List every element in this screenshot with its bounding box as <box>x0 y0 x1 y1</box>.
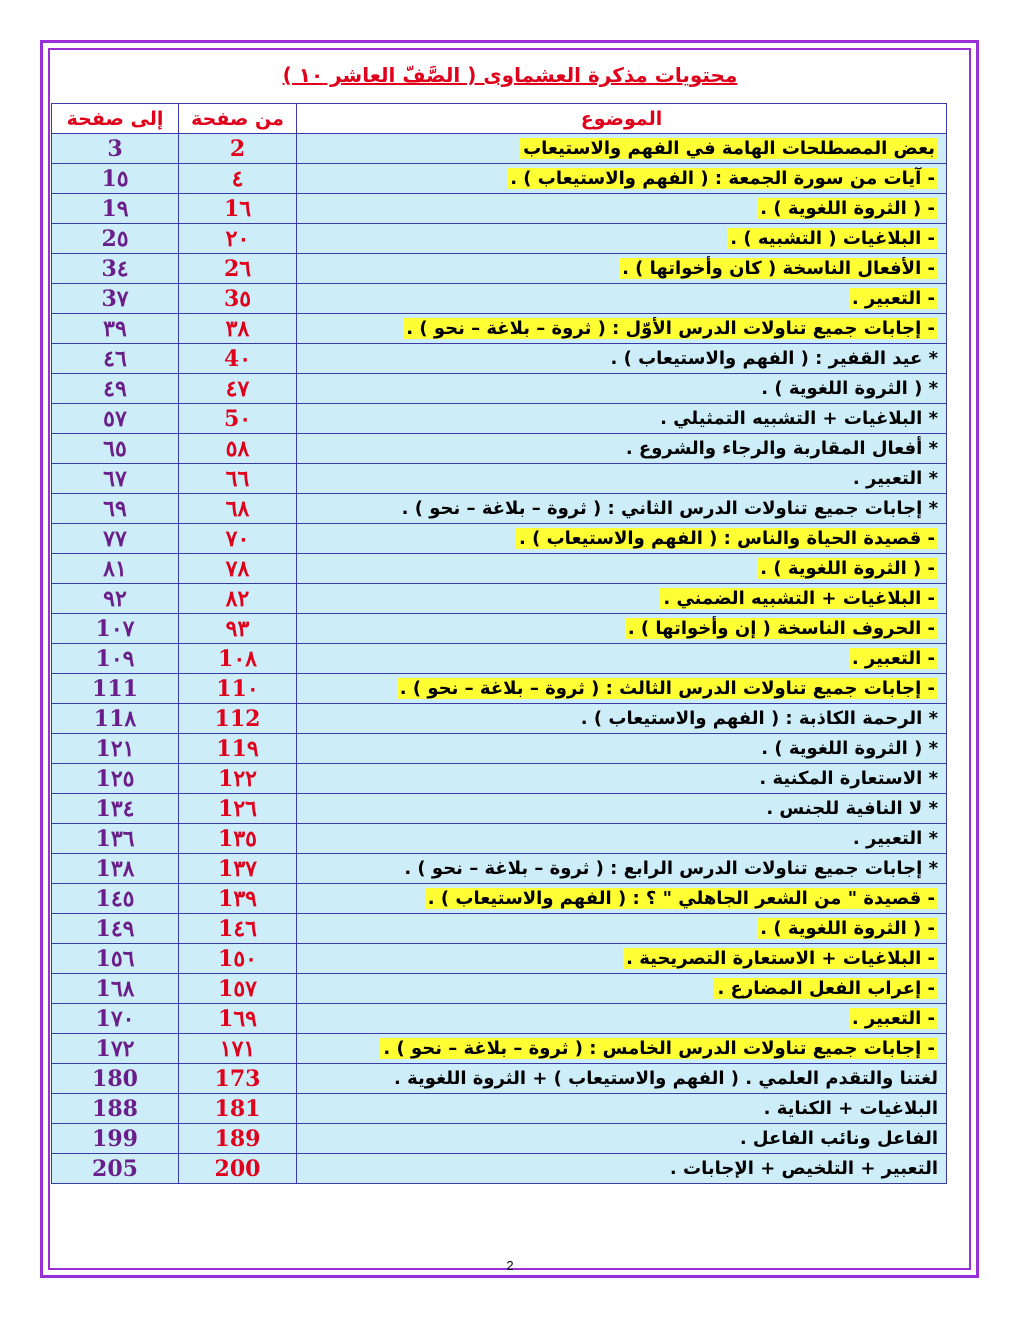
topic-text: الفاعل ونائب الفاعل . <box>739 1128 938 1149</box>
to-page-cell: ٤٦ <box>52 344 179 374</box>
topic-cell <box>297 1124 947 1154</box>
to-page-cell: 2٥ <box>52 224 179 254</box>
topic-text: * التعبير . <box>852 468 938 489</box>
topic-text: - قصيدة الحياة والناس : ( الفهم والاستيعاب ) . <box>516 528 938 549</box>
table-row <box>52 524 947 554</box>
topic-text: - إعراب الفعل المضارع . <box>714 978 938 999</box>
topic-cell <box>297 314 947 344</box>
to-page-cell: 199 <box>52 1124 179 1154</box>
topic-cell <box>297 404 947 434</box>
table-row <box>52 404 947 434</box>
header-from-page: من صفحة <box>179 104 297 134</box>
to-page-cell: 1٩ <box>52 194 179 224</box>
to-page-cell: ٧٧ <box>52 524 179 554</box>
topic-text: - التعبير . <box>849 648 938 669</box>
from-page-cell: 1٦ <box>179 194 297 224</box>
topic-text: - ( الثروة اللغوية ) . <box>757 918 938 939</box>
to-page-cell: 1٠٩ <box>52 644 179 674</box>
from-page-cell: 1٥٠ <box>179 944 297 974</box>
to-page-cell: 188 <box>52 1094 179 1124</box>
from-page-cell: 1٣٥ <box>179 824 297 854</box>
topic-cell <box>297 584 947 614</box>
to-page-cell: 1٧٠ <box>52 1004 179 1034</box>
topic-text: التعبير + التلخيص + الإجابات . <box>669 1158 938 1179</box>
topic-cell <box>297 674 947 704</box>
from-page-cell: 4٠ <box>179 344 297 374</box>
topic-text: لغتنا والتقدم العلمي . ( الفهم والاستيعاب ) + الثروة اللغوية . <box>394 1068 938 1089</box>
to-page-cell: 3٧ <box>52 284 179 314</box>
topic-text: - الحروف الناسخة ( إن وأخواتها ) . <box>625 618 938 639</box>
table-row <box>52 614 947 644</box>
to-page-cell: 1٧٢ <box>52 1034 179 1064</box>
to-page-cell: 1٣٤ <box>52 794 179 824</box>
to-page-cell: ٦٩ <box>52 494 179 524</box>
table-row <box>52 944 947 974</box>
topic-cell <box>297 464 947 494</box>
from-page-cell: ٤ <box>179 164 297 194</box>
to-page-cell: ٦٧ <box>52 464 179 494</box>
from-page-cell: 2 <box>179 134 297 164</box>
table-row <box>52 674 947 704</box>
to-page-cell: ٤٩ <box>52 374 179 404</box>
header-to-page: إلى صفحة <box>52 104 179 134</box>
topic-text: - البلاغيات ( التشبيه ) . <box>727 228 938 249</box>
from-page-cell: 5٠ <box>179 404 297 434</box>
from-page-cell: 1٢٦ <box>179 794 297 824</box>
to-page-cell: 11٨ <box>52 704 179 734</box>
table-row <box>52 914 947 944</box>
topic-text: * الرحمة الكاذبة : ( الفهم والاستيعاب ) . <box>580 708 938 729</box>
table-row <box>52 734 947 764</box>
table-row <box>52 434 947 464</box>
topic-text: - الأفعال الناسخة ( كان وأخواتها ) . <box>619 258 938 279</box>
to-page-cell: 1٥ <box>52 164 179 194</box>
table-row <box>52 164 947 194</box>
topic-cell <box>297 764 947 794</box>
topic-text: * ( الثروة اللغوية ) . <box>761 378 938 399</box>
topic-cell <box>297 1064 947 1094</box>
to-page-cell: 205 <box>52 1154 179 1184</box>
table-row <box>52 584 947 614</box>
from-page-cell: ٩٣ <box>179 614 297 644</box>
to-page-cell: 180 <box>52 1064 179 1094</box>
from-page-cell: 173 <box>179 1064 297 1094</box>
topic-cell <box>297 644 947 674</box>
topic-cell <box>297 344 947 374</box>
topic-cell <box>297 1154 947 1184</box>
table-row <box>52 764 947 794</box>
table-row <box>52 854 947 884</box>
table-row <box>52 1004 947 1034</box>
from-page-cell: 112 <box>179 704 297 734</box>
topic-cell <box>297 254 947 284</box>
to-page-cell: ٨١ <box>52 554 179 584</box>
to-page-cell: 1٣٦ <box>52 824 179 854</box>
table-row <box>52 254 947 284</box>
topic-text: - إجابات جميع تناولات الدرس الثالث : ( ثروة – بلاغة – نحو ) . <box>397 678 938 699</box>
topic-cell <box>297 434 947 464</box>
table-row <box>52 974 947 1004</box>
topic-cell <box>297 164 947 194</box>
from-page-cell: ٥٨ <box>179 434 297 464</box>
topic-text: * البلاغيات + التشبيه التمثيلي . <box>660 408 938 429</box>
table-row <box>52 344 947 374</box>
topic-text: بعض المصطلحات الهامة في الفهم والاستيعاب <box>520 138 938 159</box>
topic-cell <box>297 194 947 224</box>
topic-cell <box>297 854 947 884</box>
topic-text: - إجابات جميع تناولات الدرس الخامس : ( ثروة – بلاغة – نحو ) . <box>380 1038 938 1059</box>
to-page-cell: 3٤ <box>52 254 179 284</box>
table-row <box>52 824 947 854</box>
topic-text: - إجابات جميع تناولات الدرس الأوّل : ( ثروة – بلاغة – نحو ) . <box>403 318 938 339</box>
from-page-cell: ٦٦ <box>179 464 297 494</box>
from-page-cell: 1٤٦ <box>179 914 297 944</box>
topic-cell <box>297 974 947 1004</box>
page-number: 2 <box>506 1258 514 1273</box>
topic-cell <box>297 134 947 164</box>
table-row <box>52 134 947 164</box>
from-page-cell: 11٩ <box>179 734 297 764</box>
topic-text: * إجابات جميع تناولات الدرس الثاني : ( ثروة – بلاغة – نحو ) . <box>401 498 938 519</box>
topic-cell <box>297 884 947 914</box>
topic-text: * إجابات جميع تناولات الدرس الرابع : ( ثروة – بلاغة – نحو ) . <box>404 858 938 879</box>
to-page-cell: 1٣٨ <box>52 854 179 884</box>
table-row <box>52 1034 947 1064</box>
from-page-cell: ٤٧ <box>179 374 297 404</box>
contents-table <box>51 103 947 1184</box>
topic-cell <box>297 374 947 404</box>
to-page-cell: 1٤٩ <box>52 914 179 944</box>
to-page-cell: 1٤٥ <box>52 884 179 914</box>
topic-cell <box>297 1034 947 1064</box>
from-page-cell: 1٣٧ <box>179 854 297 884</box>
from-page-cell: 1٦٩ <box>179 1004 297 1034</box>
table-row <box>52 374 947 404</box>
table-row <box>52 284 947 314</box>
table-row <box>52 194 947 224</box>
topic-text: - ( الثروة اللغوية ) . <box>757 198 938 219</box>
to-page-cell: 111 <box>52 674 179 704</box>
from-page-cell: 1٠٨ <box>179 644 297 674</box>
topic-text: - قصيدة " من الشعر الجاهلي " ؟ : ( الفهم والاستيعاب ) . <box>425 888 938 909</box>
header-row <box>52 104 947 134</box>
document-title <box>0 63 1020 87</box>
from-page-cell: ٨٢ <box>179 584 297 614</box>
topic-cell <box>297 734 947 764</box>
from-page-cell: 2٦ <box>179 254 297 284</box>
from-page-cell: ٧٨ <box>179 554 297 584</box>
to-page-cell: 1٠٧ <box>52 614 179 644</box>
to-page-cell: 1٢١ <box>52 734 179 764</box>
to-page-cell: 1٥٦ <box>52 944 179 974</box>
topic-cell <box>297 704 947 734</box>
from-page-cell: ٢٠ <box>179 224 297 254</box>
from-page-cell: ٣٨ <box>179 314 297 344</box>
topic-text: - البلاغيات + التشبيه الضمني . <box>660 588 938 609</box>
topic-text: * لا النافية للجنس . <box>766 798 938 819</box>
to-page-cell: 1٦٨ <box>52 974 179 1004</box>
to-page-cell: ٦٥ <box>52 434 179 464</box>
topic-text: - التعبير . <box>849 288 938 309</box>
topic-cell <box>297 914 947 944</box>
from-page-cell: ١٧١ <box>179 1034 297 1064</box>
topic-text: * ( الثروة اللغوية ) . <box>761 738 938 759</box>
from-page-cell: 1٥٧ <box>179 974 297 1004</box>
table-row <box>52 314 947 344</box>
from-page-cell: 11٠ <box>179 674 297 704</box>
table-row <box>52 794 947 824</box>
from-page-cell: ٦٨ <box>179 494 297 524</box>
topic-cell <box>297 524 947 554</box>
topic-text: * الاستعارة المكنية . <box>759 768 938 789</box>
table-row <box>52 494 947 524</box>
topic-text: * أفعال المقاربة والرجاء والشروع . <box>625 438 938 459</box>
table-row <box>52 1154 947 1184</box>
from-page-cell: 1٣٩ <box>179 884 297 914</box>
topic-cell <box>297 224 947 254</box>
topic-cell <box>297 554 947 584</box>
table-row <box>52 554 947 584</box>
topic-cell <box>297 494 947 524</box>
to-page-cell: ٩٢ <box>52 584 179 614</box>
from-page-cell: 181 <box>179 1094 297 1124</box>
from-page-cell: 189 <box>179 1124 297 1154</box>
table-row <box>52 704 947 734</box>
table-row <box>52 1064 947 1094</box>
table-row <box>52 224 947 254</box>
topic-cell <box>297 614 947 644</box>
from-page-cell: ٧٠ <box>179 524 297 554</box>
table-row <box>52 884 947 914</box>
table-row <box>52 1094 947 1124</box>
header-topic: الموضوع <box>297 104 947 134</box>
topic-cell <box>297 284 947 314</box>
table-row <box>52 1124 947 1154</box>
topic-cell <box>297 1004 947 1034</box>
topic-text: - آيات من سورة الجمعة : ( الفهم والاستيعاب ) . <box>507 168 938 189</box>
topic-text: - البلاغيات + الاستعارة التصريحية . <box>623 948 938 969</box>
from-page-cell: 200 <box>179 1154 297 1184</box>
from-page-cell: 3٥ <box>179 284 297 314</box>
topic-text: * التعبير . <box>852 828 938 849</box>
to-page-cell: 3 <box>52 134 179 164</box>
topic-text: * عيد القفير : ( الفهم والاستيعاب ) . <box>610 348 938 369</box>
table-row <box>52 644 947 674</box>
topic-cell <box>297 824 947 854</box>
to-page-cell: ٣٩ <box>52 314 179 344</box>
topic-text: - ( الثروة اللغوية ) . <box>757 558 938 579</box>
to-page-cell: 1٢٥ <box>52 764 179 794</box>
from-page-cell: 1٢٢ <box>179 764 297 794</box>
topic-cell <box>297 1094 947 1124</box>
topic-text: البلاغيات + الكناية . <box>763 1098 938 1119</box>
contents-body <box>52 134 947 1184</box>
topic-cell <box>297 794 947 824</box>
table-row <box>52 464 947 494</box>
topic-cell <box>297 944 947 974</box>
title-text: محتويات مذكرة العشماوى ( الصَّفّ العاشر ١٠ ) <box>282 63 738 87</box>
to-page-cell: ٥٧ <box>52 404 179 434</box>
topic-text: - التعبير . <box>849 1008 938 1029</box>
